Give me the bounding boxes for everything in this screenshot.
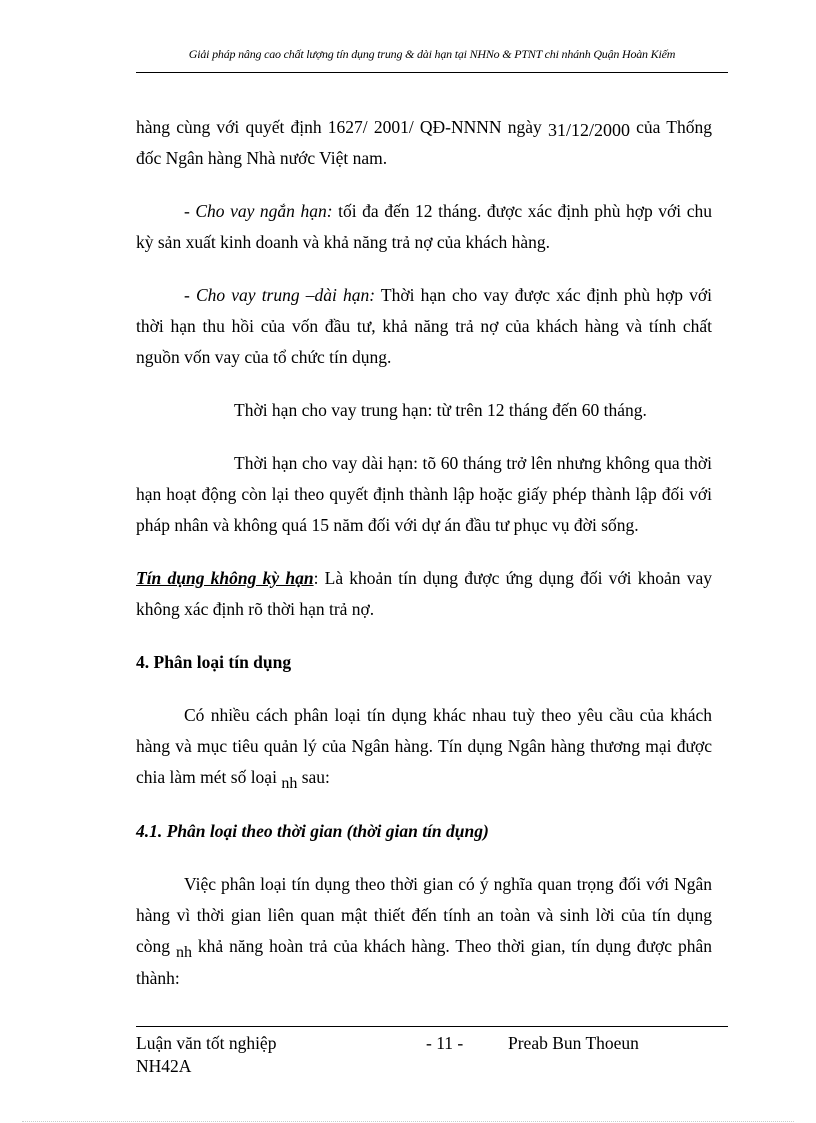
paragraph-medium-long-term	[136, 280, 712, 373]
paragraph-decision	[136, 112, 712, 174]
paragraph-text: Thời hạn cho vay dài hạn: tõ 60 tháng trở lên nhưng không qua thời hạn hoạt động còn lại theo quyết định thành lập hoặc giấy phép thành lập đối với pháp nhân và không quá 15 năm đối với dự án đầu tư phục vụ đời sống.	[136, 453, 712, 535]
paragraph-text: : Là khoản tín dụng được ứng dụng đối với khoản vay không xác định rõ thời hạn trả nợ.	[136, 568, 712, 619]
paragraph-text: Thời hạn cho vay được xác định phù hợp với thời hạn thu hồi của vốn đầu tư, khả năng trả nợ của khách hàng và tính chất nguồn vốn vay của tổ chức tín dụng.	[136, 285, 712, 367]
header-divider	[136, 72, 728, 73]
term-label: - Cho vay ngắn hạn:	[184, 201, 333, 221]
paragraph-short-term	[136, 196, 712, 258]
keyword-label: Tín dụng không kỳ hạn	[136, 568, 314, 588]
paragraph-text: sau:	[297, 767, 330, 787]
page-number: - 11 -	[426, 1033, 464, 1053]
document-body	[136, 112, 712, 994]
paragraph-fragment: nh	[175, 944, 192, 961]
paragraph-classification	[136, 700, 712, 794]
header-title: Giải pháp nâng cao chất lượng tín dụng trung & dài hạn tại NHNo & PTNT chi nhánh Quận Hoàn Kiếm	[188, 47, 676, 61]
paragraph-time-classification	[136, 869, 712, 994]
section-heading-4: 4. Phân loại tín dụng	[136, 652, 292, 672]
paragraph-text: của Thống đốc Ngân hàng Nhà nước Việt nam.	[136, 117, 712, 168]
paragraph-text: Việc phân loại tín dụng theo thời gian có ý nghĩa quan trọng đối với Ngân hàng vì thời gian liên quan mật thiết đến tính an toàn và sinh lời của tín dụng còng	[136, 874, 712, 956]
paragraph-long-term	[136, 448, 712, 541]
footer-author: Preab Bun Thoeun	[508, 1033, 639, 1053]
section-heading-4-1: 4.1. Phân loại theo thời gian (thời gian tín dụng)	[136, 821, 489, 841]
paragraph-text: hàng cùng với quyết định 1627/ 2001/ QĐ-NNNN ngày	[136, 117, 548, 137]
paragraph-text: tối đa đến 12 tháng. được xác định phù hợp với chu kỳ sản xuất kinh doanh và khả năng trả nợ của khách hàng.	[136, 201, 712, 252]
term-label: - Cho vay trung –dài hạn:	[184, 285, 376, 305]
paragraph-text: Có nhiều cách phân loại tín dụng khác nhau tuỳ theo yêu cầu của khách hàng và mục tiêu quản lý của Ngân hàng. Tín dụng Ngân hàng thương mại được chia làm mét số loại	[136, 705, 712, 787]
page-header	[136, 48, 728, 61]
footer-thesis-label: Luận văn tốt nghiệp NH42A	[136, 1033, 277, 1076]
page-edge	[22, 1121, 794, 1122]
paragraph-no-term-credit	[136, 563, 712, 625]
paragraph-fragment: nh	[281, 775, 298, 792]
paragraph-text: khả năng hoàn trả của khách hàng. Theo thời gian, tín dụng được phân thành:	[136, 936, 712, 988]
paragraph-medium-term: Thời hạn cho vay trung hạn: từ trên 12 tháng đến 60 tháng.	[234, 400, 647, 420]
footer-divider	[136, 1026, 728, 1027]
decision-date: 31/12/2000	[547, 120, 630, 140]
